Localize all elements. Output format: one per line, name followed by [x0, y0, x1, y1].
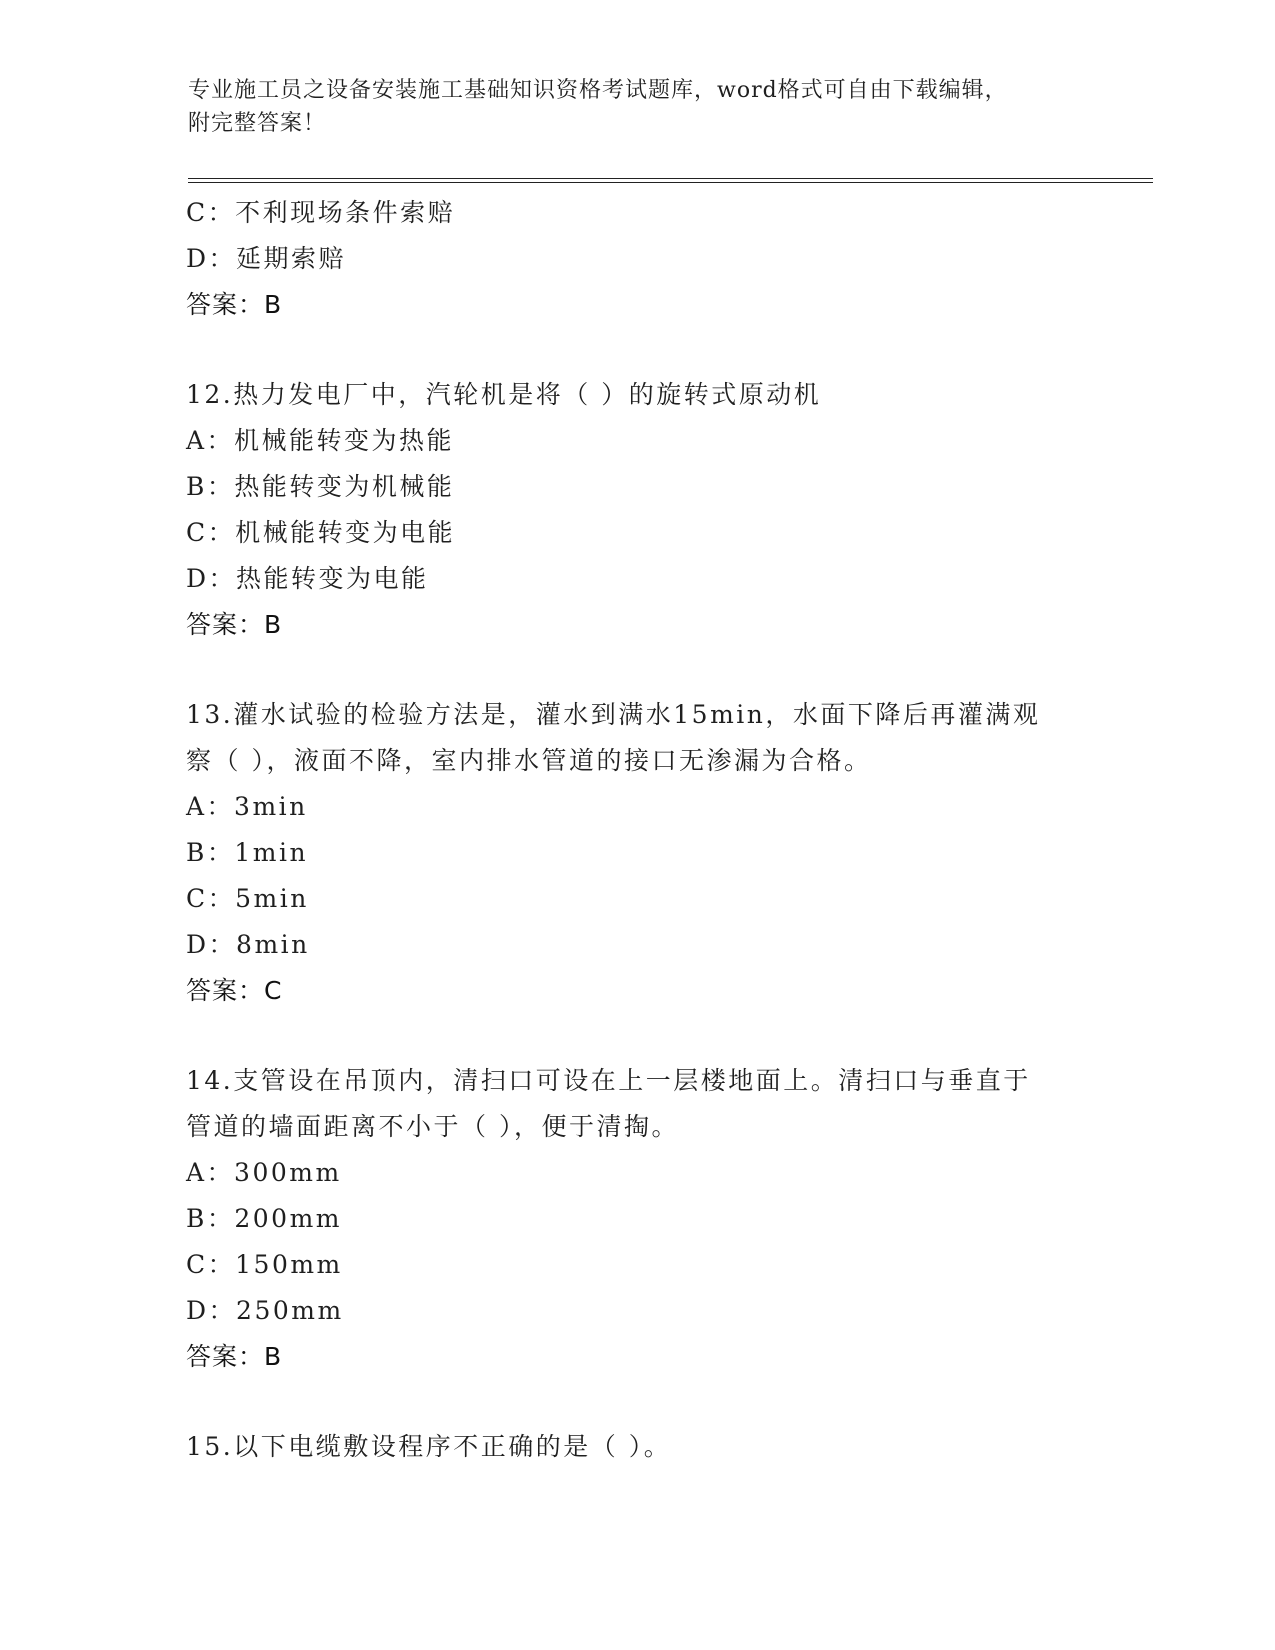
question-list	[186, 190, 1086, 1470]
option-d: D：8min	[186, 930, 310, 959]
option-b: B：热能转变为机械能	[186, 472, 455, 501]
spacer	[186, 1014, 1086, 1058]
answer-line: 答案：C	[186, 976, 283, 1005]
question-stem-line-1: 13.灌水试验的检验方法是，灌水到满水15min，水面下降后再灌满观	[186, 700, 1041, 729]
question-stem-line-1: 14.支管设在吊顶内，清扫口可设在上一层楼地面上。清扫口与垂直于	[186, 1066, 1031, 1095]
option-c: C：5min	[186, 884, 309, 913]
question-stem-line-2: 察（ ），液面不降，室内排水管道的接口无渗漏为合格。	[186, 746, 872, 775]
answer-line: 答案：B	[186, 610, 283, 639]
answer-line: 答案：B	[186, 1342, 283, 1371]
option-a: A：300mm	[186, 1158, 342, 1187]
header-line-1: 专业施工员之设备安装施工基础知识资格考试题库，word格式可自由下载编辑，	[188, 78, 1008, 103]
answer-line: 答案：B	[186, 290, 283, 319]
spacer	[186, 328, 1086, 372]
header-divider-bottom	[188, 182, 1153, 183]
header-line-2: 附完整答案！	[188, 111, 327, 136]
option-b: B：200mm	[186, 1204, 343, 1233]
option-c: C：机械能转变为电能	[186, 518, 456, 547]
question-stem-line-2: 管道的墙面距离不小于（ ），便于清掏。	[186, 1112, 679, 1141]
question-12	[186, 372, 1086, 648]
spacer	[186, 648, 1086, 692]
question-15	[186, 1424, 1086, 1470]
question-14	[186, 1058, 1086, 1380]
option-c: C：不利现场条件索赔	[186, 198, 456, 227]
option-d: D：250mm	[186, 1296, 344, 1325]
option-c: C：150mm	[186, 1250, 343, 1279]
option-a: A：3min	[186, 792, 308, 821]
option-d: D：延期索赔	[186, 244, 347, 273]
question-stem: 15.以下电缆敷设程序不正确的是（ ）。	[186, 1432, 672, 1461]
option-b: B：1min	[186, 838, 309, 867]
spacer	[186, 1380, 1086, 1424]
header-divider-top	[188, 178, 1153, 179]
option-a: A：机械能转变为热能	[186, 426, 455, 455]
question-11	[186, 190, 1086, 328]
question-stem: 12.热力发电厂中，汽轮机是将（ ）的旋转式原动机	[186, 380, 822, 409]
question-13	[186, 692, 1086, 1014]
option-d: D：热能转变为电能	[186, 564, 429, 593]
document-header	[188, 74, 1068, 140]
